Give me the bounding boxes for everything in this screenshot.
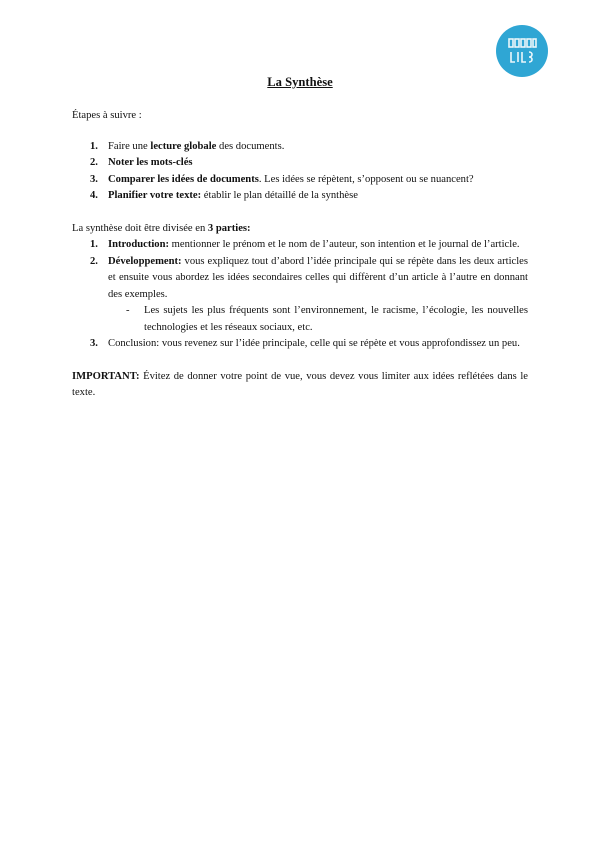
logo-mark-icon xyxy=(496,25,548,77)
part-sublist xyxy=(108,303,528,336)
important-note xyxy=(72,369,528,402)
part-number: 2. xyxy=(90,255,98,267)
important-label: IMPORTANT: xyxy=(72,370,140,382)
step-item xyxy=(72,188,528,205)
important-text: Évitez de donner votre point de vue, vous devez vous limiter aux idées reflétées dans le texte. xyxy=(72,370,528,398)
parts-list xyxy=(72,237,528,353)
part-heading: Développement: xyxy=(108,255,182,267)
step-number: 4. xyxy=(90,190,98,201)
part-text: vous expliquez tout d’abord l’idée principale qui se répète dans les deux articles et ensuite vous abordez les idées secondaires celles qui diffèrent d’un article à l’autre en donnant des exemples. xyxy=(108,255,528,300)
step-bold-text: Comparer les idées de documents xyxy=(108,173,259,185)
part-item xyxy=(72,336,528,353)
step-bold-text: Noter les mots-clés xyxy=(108,157,193,168)
parts-intro-text: La synthèse doit être divisée en xyxy=(72,222,208,234)
part-text: mentionner le prénom et le nom de l’auteur, son intention et le journal de l’article. xyxy=(169,239,520,250)
part-heading: Introduction: xyxy=(108,239,170,250)
steps-list xyxy=(72,139,528,205)
brand-logo-icon xyxy=(496,25,548,77)
step-number: 1. xyxy=(90,140,98,152)
step-number: 3. xyxy=(90,173,98,185)
sub-item-text: Les sujets les plus fréquents sont l’environnement, le racisme, l’écologie, les nouvelles technologies et les réseaux sociaux, etc. xyxy=(144,305,528,333)
steps-intro: Étapes à suivre : xyxy=(72,110,142,121)
step-number: 2. xyxy=(90,157,98,168)
parts-intro xyxy=(72,221,528,238)
document-body xyxy=(72,108,528,402)
step-item xyxy=(72,172,528,189)
step-text: Faire une xyxy=(108,140,151,152)
part-item xyxy=(72,237,528,254)
step-text: des documents. xyxy=(216,140,285,152)
step-item xyxy=(72,155,528,172)
sub-list-item xyxy=(108,303,528,336)
step-text: . Les idées se répètent, s’opposent ou se nuancent? xyxy=(258,173,474,185)
step-item xyxy=(72,139,528,156)
page-title: La Synthèse xyxy=(267,75,333,89)
step-bold-text: Planifier votre texte: xyxy=(108,190,202,201)
part-text: Conclusion: vous revenez sur l’idée principale, celle qui se répète et vous approfondissez un peu. xyxy=(108,338,520,349)
part-item xyxy=(72,254,528,337)
step-text: établir le plan détaillé de la synthèse xyxy=(201,190,358,201)
dash-bullet: - xyxy=(126,305,130,316)
part-number: 1. xyxy=(90,239,98,250)
parts-intro-bold: 3 parties: xyxy=(207,222,251,234)
part-number: 3. xyxy=(90,338,98,349)
step-bold-text: lecture globale xyxy=(150,140,217,152)
